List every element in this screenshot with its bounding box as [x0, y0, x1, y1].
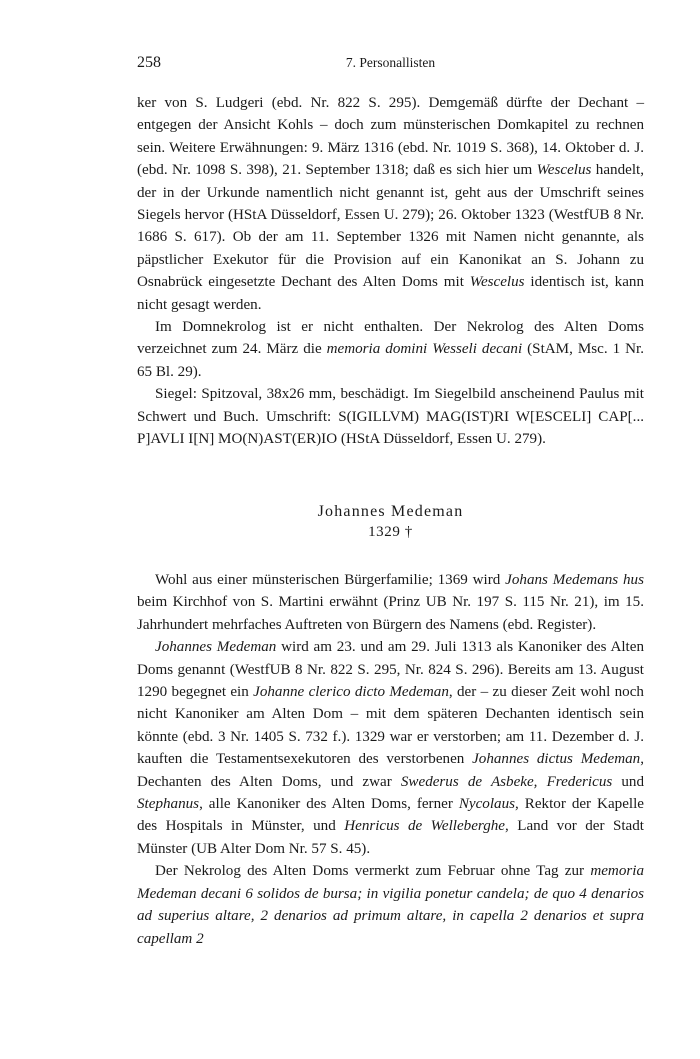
- entry-text: [137, 569, 644, 950]
- seal-description: Siegel: Spitzoval, 38x26 mm, beschädigt. Im Siegelbild anscheinend Paulus mit Schwert und Buch. Umschrift: S(IGILLVM) MAG(IST)RI W[ESCELI] CAP[... P]AVLI I[N] MO(N)AST(ER)IO (HStA Düsseldorf, Essen U. 279).: [137, 386, 644, 448]
- running-header: [137, 54, 644, 74]
- paragraph: Wohl aus einer münsterischen Bürgerfamilie; 1369 wird Johans Medemans hus beim Kirchhof von S. Martini erwähnt (Prinz UB Nr. 197 S. 115 Nr. 21), im 15. Jahrhundert mehrfaches Auftreten von Bürgern des Namens (ebd. Register).: [137, 572, 644, 633]
- page-number: 258: [137, 54, 161, 71]
- previous-entry-text: [137, 92, 644, 451]
- entry-heading-name: Johannes Medeman: [317, 503, 464, 520]
- paragraph: Der Nekrolog des Alten Doms vermerkt zum Februar ohne Tag zur memoria Medeman decani 6 solidos de bursa; in vigilia ponetur candela; de quo 4 denarios ad superius altare, 2 denarios ad primum altare, in capella 2 denarios et supra capellam 2: [137, 863, 644, 947]
- paragraph: Johannes Medeman wird am 23. und am 29. Juli 1313 als Kanoniker des Alten Doms genannt (WestfUB 8 Nr. 822 S. 295, Nr. 824 S. 296). Bereits am 13. August 1290 begegnet ein Johanne clerico dicto Medeman, der – zu dieser Zeit wohl noch nicht Kanoniker am Alten Dom – mit dem späteren Dechanten identisch sein könnte (ebd. 3 Nr. 1405 S. 732 f.). 1329 war er verstorben; am 11. Dezember d. J. kauften die Testamentsexekutoren des verstorbenen Johannes dictus Medeman, Dechanten des Alten Doms, und zwar Swederus de Asbeke, Fredericus und Stephanus, alle Kanoniker des Alten Doms, ferner Nycolaus, Rektor der Kapelle des Hospitals in Münster, und Henricus de Welleberghe, Land vor der Stadt Münster (UB Alter Dom Nr. 57 S. 45).: [137, 639, 645, 857]
- entry-heading-date: 1329 †: [368, 524, 413, 540]
- running-title: 7. Personallisten: [345, 55, 436, 70]
- paragraph: ker von S. Ludgeri (ebd. Nr. 822 S. 295). Demgemäß dürfte der Dechant – entgegen der Ansicht Kohls – doch zum münsterischen Domkapitel zu rechnen sein. Weitere Erwähnungen: 9. März 1316 (ebd. Nr. 1019 S. 368), 14. Oktober d. J. (ebd. Nr. 1098 S. 398), 21. September 1318; daß es sich hier um Wescelus handelt, der in der Urkunde namentlich nicht genannt ist, geht aus der Umschrift seines Siegels hervor (HStA Düsseldorf, Essen U. 279); 26. Oktober 1323 (WestfUB 8 Nr. 1686 S. 617). Ob der am 11. September 1326 mit Namen nicht genannte, als päpstlicher Exekutor für die Provision auf ein Kanonikat an S. Johann zu Osnabrück eingesetzte Dechant des Alten Doms mit Wescelus identisch ist, kann nicht gesagt werden.: [137, 95, 644, 313]
- paragraph: Im Domnekrolog ist er nicht enthalten. Der Nekrolog des Alten Doms verzeichnet zum 24. März die memoria domini Wesseli decani (StAM, Msc. 1 Nr. 65 Bl. 29).: [137, 319, 644, 380]
